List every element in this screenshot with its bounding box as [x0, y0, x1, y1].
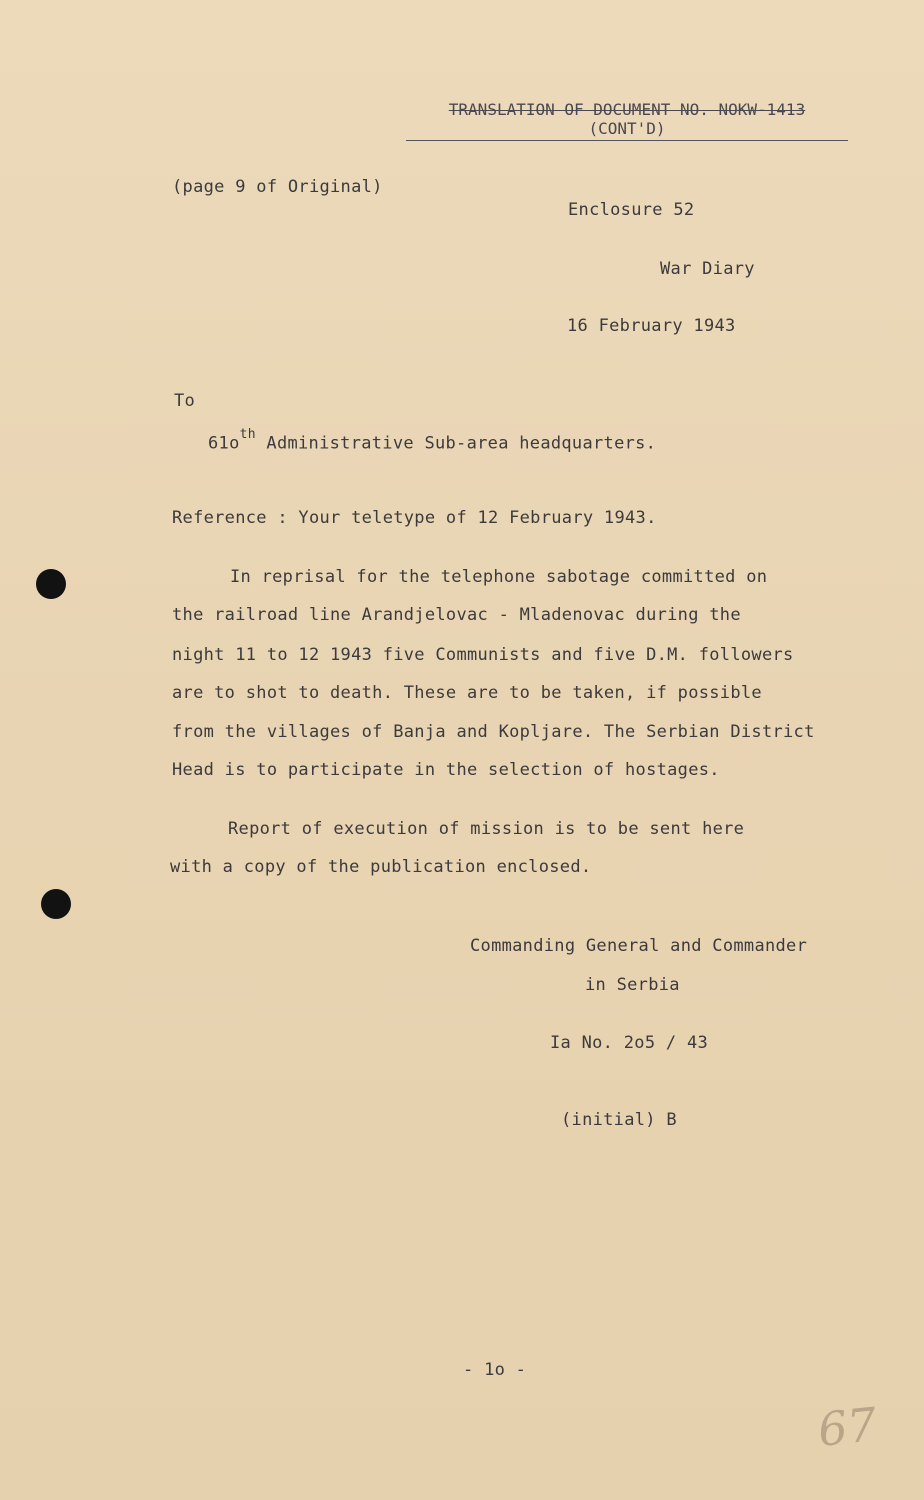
document-date: 16 February 1943: [567, 316, 736, 336]
signature-region: in Serbia: [585, 975, 680, 995]
addressee-suffix: th: [239, 427, 256, 442]
page-reference: (page 9 of Original): [172, 177, 383, 197]
addressee: [208, 427, 657, 454]
signature-initial: (initial) B: [561, 1110, 677, 1130]
header-continued: (CONT'D): [588, 119, 666, 138]
paragraph1-line: the railroad line Arandjelovac - Mladenovac during the: [172, 605, 741, 625]
punch-hole-bottom: [41, 889, 71, 919]
to-label: To: [174, 391, 196, 411]
enclosure-label: Enclosure 52: [568, 200, 695, 220]
punch-hole-top: [36, 569, 66, 599]
paragraph1-line: Head is to participate in the selection of hostages.: [172, 760, 720, 780]
file-number: Ia No. 2o5 / 43: [550, 1033, 709, 1053]
paragraph1-line: In reprisal for the telephone sabotage committed on: [230, 567, 768, 587]
addressee-name: Administrative Sub-area headquarters.: [266, 433, 657, 454]
paragraph2-line: with a copy of the publication enclosed.: [170, 857, 592, 877]
addressee-number: 61o: [208, 433, 240, 454]
signature-title: Commanding General and Commander: [470, 936, 808, 956]
reference-line: Reference : Your teletype of 12 February 1943.: [172, 508, 657, 528]
paragraph1-line: from the villages of Banja and Kopljare. The Serbian District: [172, 722, 815, 742]
translation-header: [406, 100, 848, 138]
paragraph2-line: Report of execution of mission is to be sent here: [228, 819, 745, 839]
paragraph1-line: night 11 to 12 1943 five Communists and five D.M. followers: [172, 645, 794, 665]
war-diary-label: War Diary: [660, 259, 755, 279]
header-title: TRANSLATION OF DOCUMENT NO. NOKW-1413: [448, 100, 806, 119]
header-underline: [406, 140, 848, 141]
paragraph1-line: are to shot to death. These are to be taken, if possible: [172, 683, 762, 703]
handwritten-page-note: 67: [815, 1397, 880, 1457]
page-number: - 1o -: [463, 1360, 527, 1380]
